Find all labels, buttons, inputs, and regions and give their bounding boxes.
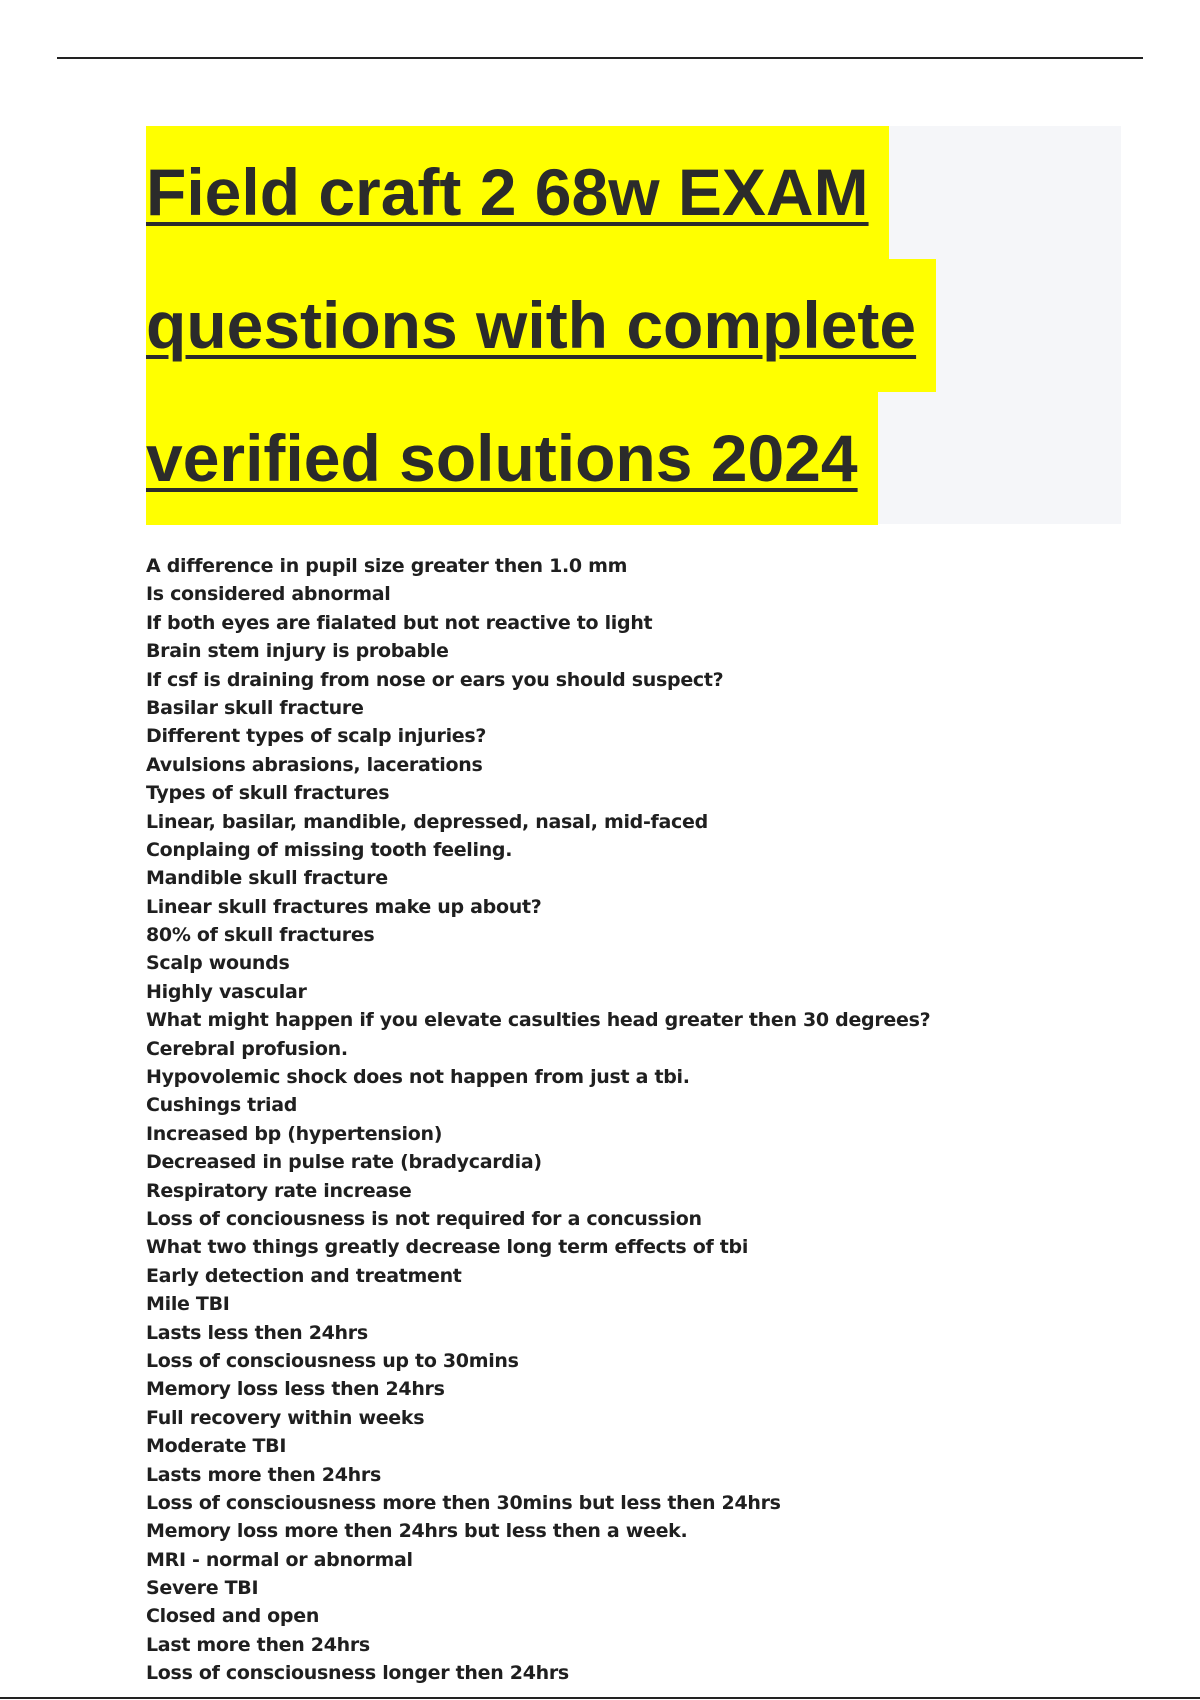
- text-line: Increased bp (hypertension): [146, 1122, 443, 1145]
- text-line: Closed and open: [146, 1605, 320, 1628]
- text-line: Lasts less then 24hrs: [146, 1321, 368, 1344]
- text-line: Loss of consciousness longer then 24hrs: [146, 1662, 569, 1685]
- text-line: Conplaing of missing tooth feeling.: [146, 838, 513, 861]
- text-line: Severe TBI: [146, 1577, 259, 1600]
- text-line: Early detection and treatment: [146, 1264, 462, 1287]
- text-line: Lasts more then 24hrs: [146, 1463, 381, 1486]
- text-line: What two things greatly decrease long term effects of tbi: [146, 1236, 749, 1259]
- text-line: Linear, basilar, mandible, depressed, nasal, mid-faced: [146, 810, 708, 833]
- text-line: Scalp wounds: [146, 952, 290, 975]
- text-line: Moderate TBI: [146, 1435, 287, 1458]
- text-line: Loss of consciousness more then 30mins but less then 24hrs: [146, 1491, 781, 1514]
- text-line: Linear skull fractures make up about?: [146, 895, 542, 918]
- text-line: A difference in pupil size greater then 1.0 mm: [146, 555, 628, 577]
- text-line: Full recovery within weeks: [146, 1406, 425, 1429]
- text-line: Mile TBI: [146, 1293, 230, 1316]
- text-line: Basilar skull fracture: [146, 696, 364, 719]
- text-line: Brain stem injury is probable: [146, 640, 449, 663]
- text-line: Mandible skull fracture: [146, 867, 388, 890]
- document-title-line-3: verified solutions 2024: [146, 392, 878, 525]
- text-line: 80% of skull fractures: [146, 924, 375, 947]
- text-line: Decreased in pulse rate (bradycardia): [146, 1151, 542, 1174]
- text-line: Types of skull fractures: [146, 782, 390, 805]
- text-line: If both eyes are fialated but not reactive to light: [146, 611, 653, 634]
- text-line: Loss of consciousness up to 30mins: [146, 1349, 519, 1372]
- text-line: If csf is draining from nose or ears you should suspect?: [146, 668, 724, 691]
- text-line: Highly vascular: [146, 980, 307, 1003]
- study-content: [146, 552, 1146, 1688]
- text-line: Cerebral profusion.: [146, 1037, 348, 1060]
- text-line: Cushings triad: [146, 1094, 298, 1117]
- text-line: What might happen if you elevate casulties head greater then 30 degrees?: [146, 1009, 931, 1032]
- top-divider: [57, 57, 1143, 59]
- text-line: Is considered abnormal: [146, 583, 391, 606]
- text-line: Loss of conciousness is not required for a concussion: [146, 1207, 702, 1230]
- text-line: MRI - normal or abnormal: [146, 1548, 413, 1571]
- text-line: Hypovolemic shock does not happen from just a tbi.: [146, 1066, 690, 1089]
- text-line: Respiratory rate increase: [146, 1179, 412, 1202]
- text-line: Avulsions abrasions, lacerations: [146, 753, 483, 776]
- document-title-line-1: Field craft 2 68w EXAM: [146, 126, 889, 259]
- bottom-divider: [0, 1697, 1200, 1699]
- text-line: Memory loss less then 24hrs: [146, 1378, 445, 1401]
- document-title-line-2: questions with complete: [146, 259, 936, 392]
- text-line: Memory loss more then 24hrs but less then a week.: [146, 1520, 688, 1543]
- text-line: Last more then 24hrs: [146, 1633, 370, 1656]
- text-line: Different types of scalp injuries?: [146, 725, 487, 748]
